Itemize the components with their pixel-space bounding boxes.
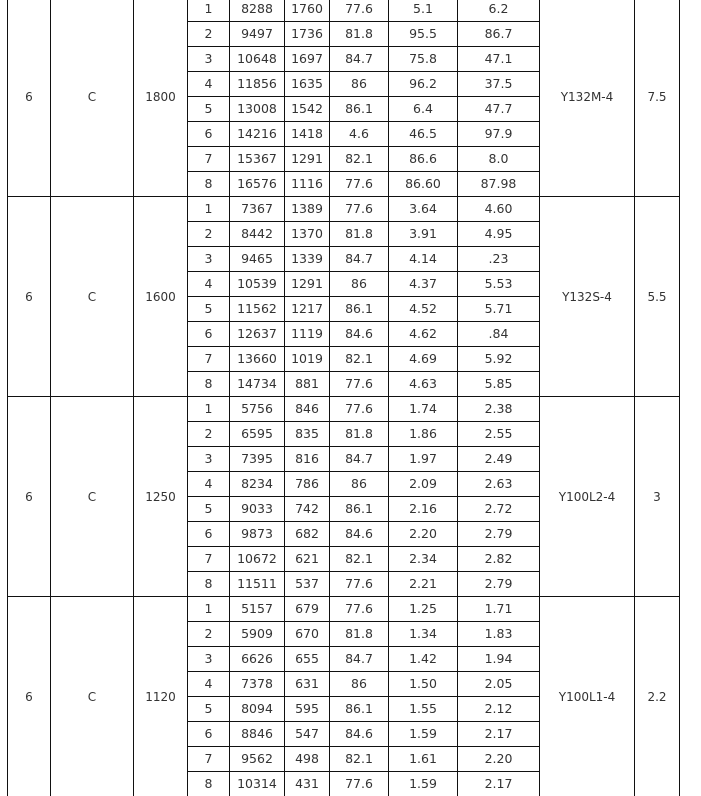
pressure-cell: 1635 [285,72,330,97]
shaft-power-cell: 46.5 [389,122,458,147]
efficiency-cell: 4.6 [330,122,389,147]
pressure-cell: 621 [285,547,330,572]
efficiency-cell: 82.1 [330,147,389,172]
shaft-power-cell: 1.97 [389,447,458,472]
shaft-power-cell: 1.34 [389,622,458,647]
point-number-cell: 7 [188,547,230,572]
table-row [8,597,680,622]
point-number-cell: 6 [188,122,230,147]
shaft-power-cell: 3.64 [389,197,458,222]
required-power-cell: 2.38 [458,397,540,422]
point-number-cell: 5 [188,97,230,122]
airflow-cell: 5909 [230,622,285,647]
table-row [8,397,680,422]
airflow-cell: 10314 [230,772,285,796]
efficiency-cell: 77.6 [330,597,389,622]
table-row [8,0,680,22]
pressure-cell: 655 [285,647,330,672]
pressure-cell: 1760 [285,0,330,22]
point-number-cell: 2 [188,222,230,247]
required-power-cell: 2.79 [458,572,540,597]
shaft-power-cell: 5.1 [389,0,458,22]
required-power-cell: 2.72 [458,497,540,522]
motor-model-cell: Y132S-4 [540,197,635,397]
efficiency-cell: 84.7 [330,47,389,72]
pressure-cell: 742 [285,497,330,522]
airflow-cell: 10648 [230,47,285,72]
efficiency-cell: 81.8 [330,622,389,647]
required-power-cell: 86.7 [458,22,540,47]
airflow-cell: 9873 [230,522,285,547]
shaft-power-cell: 2.21 [389,572,458,597]
pressure-cell: 1697 [285,47,330,72]
airflow-cell: 7367 [230,197,285,222]
point-number-cell: 2 [188,422,230,447]
airflow-cell: 15367 [230,147,285,172]
airflow-cell: 8234 [230,472,285,497]
airflow-cell: 12637 [230,322,285,347]
motor-model-cell: Y132M-4 [540,0,635,197]
point-number-cell: 5 [188,497,230,522]
efficiency-cell: 77.6 [330,0,389,22]
airflow-cell: 14216 [230,122,285,147]
shaft-power-cell: 4.37 [389,272,458,297]
point-number-cell: 6 [188,722,230,747]
shaft-power-cell: 75.8 [389,47,458,72]
efficiency-cell: 84.7 [330,647,389,672]
shaft-power-cell: 95.5 [389,22,458,47]
shaft-power-cell: 1.42 [389,647,458,672]
efficiency-cell: 86 [330,272,389,297]
point-number-cell: 3 [188,647,230,672]
airflow-cell: 8094 [230,697,285,722]
point-number-cell: 7 [188,147,230,172]
pressure-cell: 1119 [285,322,330,347]
shaft-power-cell: 2.20 [389,522,458,547]
shaft-power-cell: 4.63 [389,372,458,397]
group-machine-no-cell: 6 [8,597,51,796]
efficiency-cell: 82.1 [330,347,389,372]
required-power-cell: 5.53 [458,272,540,297]
group-machine-no-cell: 6 [8,0,51,197]
airflow-cell: 9562 [230,747,285,772]
efficiency-cell: 86.1 [330,97,389,122]
efficiency-cell: 77.6 [330,197,389,222]
shaft-power-cell: 86.60 [389,172,458,197]
shaft-power-cell: 4.69 [389,347,458,372]
efficiency-cell: 86 [330,72,389,97]
efficiency-cell: 84.7 [330,447,389,472]
airflow-cell: 8846 [230,722,285,747]
point-number-cell: 6 [188,322,230,347]
required-power-cell: 2.55 [458,422,540,447]
efficiency-cell: 82.1 [330,547,389,572]
pressure-cell: 1389 [285,197,330,222]
required-power-cell: .23 [458,247,540,272]
point-number-cell: 7 [188,747,230,772]
required-power-cell: 2.17 [458,772,540,796]
efficiency-cell: 81.8 [330,22,389,47]
airflow-cell: 5756 [230,397,285,422]
airflow-cell: 13660 [230,347,285,372]
efficiency-cell: 86.1 [330,497,389,522]
efficiency-cell: 77.6 [330,572,389,597]
pressure-cell: 1116 [285,172,330,197]
efficiency-cell: 77.6 [330,372,389,397]
pressure-cell: 835 [285,422,330,447]
airflow-cell: 11856 [230,72,285,97]
group-drive-type-cell: C [51,597,134,796]
airflow-cell: 9033 [230,497,285,522]
point-number-cell: 4 [188,272,230,297]
efficiency-cell: 77.6 [330,172,389,197]
pressure-cell: 881 [285,372,330,397]
shaft-power-cell: 1.59 [389,722,458,747]
airflow-cell: 9497 [230,22,285,47]
required-power-cell: 4.60 [458,197,540,222]
point-number-cell: 2 [188,622,230,647]
shaft-power-cell: 6.4 [389,97,458,122]
point-number-cell: 8 [188,372,230,397]
efficiency-cell: 86 [330,472,389,497]
point-number-cell: 3 [188,447,230,472]
airflow-cell: 11511 [230,572,285,597]
group-speed-cell: 1800 [134,0,188,197]
group-drive-type-cell: C [51,397,134,597]
pressure-cell: 1217 [285,297,330,322]
required-power-cell: .84 [458,322,540,347]
efficiency-cell: 86.1 [330,297,389,322]
pressure-cell: 786 [285,472,330,497]
pressure-cell: 1339 [285,247,330,272]
airflow-cell: 7378 [230,672,285,697]
required-power-cell: 47.1 [458,47,540,72]
shaft-power-cell: 86.6 [389,147,458,172]
airflow-cell: 6626 [230,647,285,672]
required-power-cell: 5.71 [458,297,540,322]
motor-model-cell: Y100L1-4 [540,597,635,796]
point-number-cell: 1 [188,597,230,622]
efficiency-cell: 77.6 [330,397,389,422]
pressure-cell: 537 [285,572,330,597]
required-power-cell: 97.9 [458,122,540,147]
efficiency-cell: 82.1 [330,747,389,772]
table-row [8,197,680,222]
shaft-power-cell: 4.52 [389,297,458,322]
group-speed-cell: 1600 [134,197,188,397]
airflow-cell: 14734 [230,372,285,397]
efficiency-cell: 84.6 [330,522,389,547]
airflow-cell: 10672 [230,547,285,572]
required-power-cell: 2.20 [458,747,540,772]
required-power-cell: 1.71 [458,597,540,622]
required-power-cell: 5.92 [458,347,540,372]
airflow-cell: 8288 [230,0,285,22]
airflow-cell: 8442 [230,222,285,247]
pressure-cell: 1019 [285,347,330,372]
group-speed-cell: 1120 [134,597,188,796]
efficiency-cell: 81.8 [330,422,389,447]
required-power-cell: 2.17 [458,722,540,747]
point-number-cell: 4 [188,472,230,497]
pressure-cell: 1370 [285,222,330,247]
efficiency-cell: 81.8 [330,222,389,247]
pressure-cell: 816 [285,447,330,472]
required-power-cell: 87.98 [458,172,540,197]
airflow-cell: 13008 [230,97,285,122]
required-power-cell: 47.7 [458,97,540,122]
required-power-cell: 1.83 [458,622,540,647]
efficiency-cell: 77.6 [330,772,389,796]
pressure-cell: 1291 [285,272,330,297]
point-number-cell: 5 [188,297,230,322]
required-power-cell: 1.94 [458,647,540,672]
motor-power-cell: 2.2 [635,597,680,796]
shaft-power-cell: 4.14 [389,247,458,272]
shaft-power-cell: 1.55 [389,697,458,722]
pressure-cell: 670 [285,622,330,647]
shaft-power-cell: 4.62 [389,322,458,347]
airflow-cell: 7395 [230,447,285,472]
required-power-cell: 2.12 [458,697,540,722]
point-number-cell: 7 [188,347,230,372]
motor-power-cell: 5.5 [635,197,680,397]
airflow-cell: 9465 [230,247,285,272]
shaft-power-cell: 96.2 [389,72,458,97]
required-power-cell: 2.82 [458,547,540,572]
shaft-power-cell: 2.16 [389,497,458,522]
shaft-power-cell: 1.50 [389,672,458,697]
pressure-cell: 547 [285,722,330,747]
pressure-cell: 1418 [285,122,330,147]
required-power-cell: 8.0 [458,147,540,172]
shaft-power-cell: 1.25 [389,597,458,622]
required-power-cell: 2.49 [458,447,540,472]
shaft-power-cell: 1.74 [389,397,458,422]
pressure-cell: 595 [285,697,330,722]
required-power-cell: 2.63 [458,472,540,497]
point-number-cell: 1 [188,0,230,22]
motor-power-cell: 3 [635,397,680,597]
point-number-cell: 8 [188,572,230,597]
airflow-cell: 16576 [230,172,285,197]
pressure-cell: 631 [285,672,330,697]
group-speed-cell: 1250 [134,397,188,597]
point-number-cell: 8 [188,172,230,197]
table-body [8,0,680,796]
required-power-cell: 37.5 [458,72,540,97]
required-power-cell: 2.79 [458,522,540,547]
pressure-cell: 682 [285,522,330,547]
required-power-cell: 5.85 [458,372,540,397]
pressure-cell: 498 [285,747,330,772]
shaft-power-cell: 2.34 [389,547,458,572]
airflow-cell: 5157 [230,597,285,622]
pressure-cell: 1291 [285,147,330,172]
efficiency-cell: 84.7 [330,247,389,272]
pressure-cell: 1736 [285,22,330,47]
efficiency-cell: 84.6 [330,722,389,747]
airflow-cell: 11562 [230,297,285,322]
point-number-cell: 1 [188,397,230,422]
efficiency-cell: 86.1 [330,697,389,722]
point-number-cell: 5 [188,697,230,722]
pressure-cell: 846 [285,397,330,422]
point-number-cell: 1 [188,197,230,222]
shaft-power-cell: 2.09 [389,472,458,497]
pressure-cell: 1542 [285,97,330,122]
shaft-power-cell: 3.91 [389,222,458,247]
shaft-power-cell: 1.59 [389,772,458,796]
point-number-cell: 4 [188,672,230,697]
required-power-cell: 6.2 [458,0,540,22]
shaft-power-cell: 1.86 [389,422,458,447]
group-drive-type-cell: C [51,197,134,397]
group-machine-no-cell: 6 [8,397,51,597]
point-number-cell: 8 [188,772,230,796]
airflow-cell: 6595 [230,422,285,447]
fan-performance-table [7,0,680,796]
point-number-cell: 3 [188,247,230,272]
motor-power-cell: 7.5 [635,0,680,197]
efficiency-cell: 86 [330,672,389,697]
group-drive-type-cell: C [51,0,134,197]
efficiency-cell: 84.6 [330,322,389,347]
pressure-cell: 431 [285,772,330,796]
required-power-cell: 2.05 [458,672,540,697]
group-machine-no-cell: 6 [8,197,51,397]
required-power-cell: 4.95 [458,222,540,247]
motor-model-cell: Y100L2-4 [540,397,635,597]
point-number-cell: 2 [188,22,230,47]
point-number-cell: 3 [188,47,230,72]
pressure-cell: 679 [285,597,330,622]
point-number-cell: 4 [188,72,230,97]
airflow-cell: 10539 [230,272,285,297]
point-number-cell: 6 [188,522,230,547]
shaft-power-cell: 1.61 [389,747,458,772]
